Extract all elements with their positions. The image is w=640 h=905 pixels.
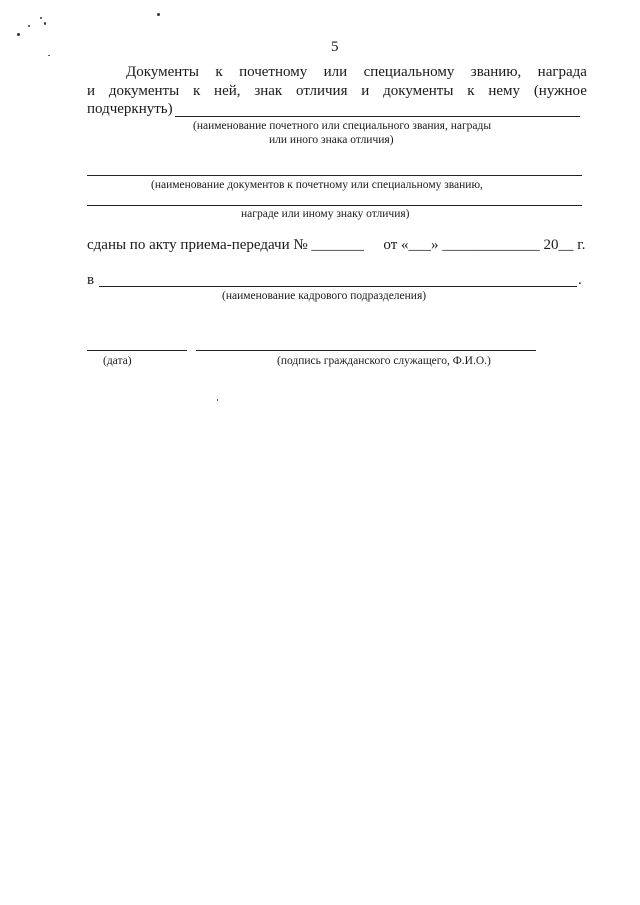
intro-word: к [215,64,223,80]
title-name-caption-1: (наименование почетного или специального звания, награды [193,120,492,132]
intro-word: или [323,64,348,80]
scan-speck [28,25,30,27]
scan-speck [40,17,42,19]
intro-word: званию, [470,64,522,80]
scan-speck [44,22,46,25]
act-number-blank[interactable]: _______ [311,237,364,253]
act-line [87,236,586,254]
intro-line-1 [126,63,587,81]
intro-word: награда [537,64,587,80]
intro-word: отличия [296,83,348,99]
intro-line-3: подчеркнуть) [87,101,173,117]
act-date-blank[interactable]: _____________ [442,237,540,253]
intro-word: Документы [126,64,199,80]
documents-caption-2: награде или иному знаку отличия) [241,208,410,220]
intro-line-2 [87,82,587,100]
documents-caption-1: (наименование документов к почетному или специальному званию, [151,179,483,191]
to-suffix: . [578,272,582,288]
act-label: сданы по акту приема-передачи № [87,237,308,253]
intro-word: (нужное [533,83,587,99]
signature-caption: (подпись гражданского служащего, Ф.И.О.) [277,355,491,367]
documents-blank-1[interactable] [87,175,582,176]
intro-word: к [192,83,201,99]
intro-word: к [467,83,475,99]
intro-word: нему [488,83,521,99]
title-name-blank[interactable] [175,116,580,117]
intro-word: ней, [214,83,241,99]
intro-word: специальному [363,64,455,80]
intro-word: документы [383,83,454,99]
hr-unit-caption: (наименование кадрового подразделения) [222,290,427,302]
date-caption: (дата) [103,355,132,367]
act-year[interactable]: 20__ [543,237,574,253]
page-number: 5 [331,39,339,55]
intro-word: документы [108,83,180,99]
intro-word: и [87,83,96,99]
scan-speck [157,13,160,16]
title-name-caption-2: или иного знака отличия) [269,134,394,146]
date-blank[interactable] [87,350,187,351]
to-prefix: в [87,272,95,288]
intro-word: и [361,83,370,99]
act-year-suffix: г. [577,237,586,253]
act-from-label[interactable]: от «___» [383,237,439,253]
intro-word: знак [254,83,283,99]
intro-word: почетному [239,64,308,80]
scan-speck [48,55,50,56]
signature-blank[interactable] [196,350,536,351]
hr-unit-blank[interactable] [99,286,577,287]
scan-speck [17,33,20,36]
scan-speck [217,399,218,401]
documents-blank-2[interactable] [87,205,582,206]
